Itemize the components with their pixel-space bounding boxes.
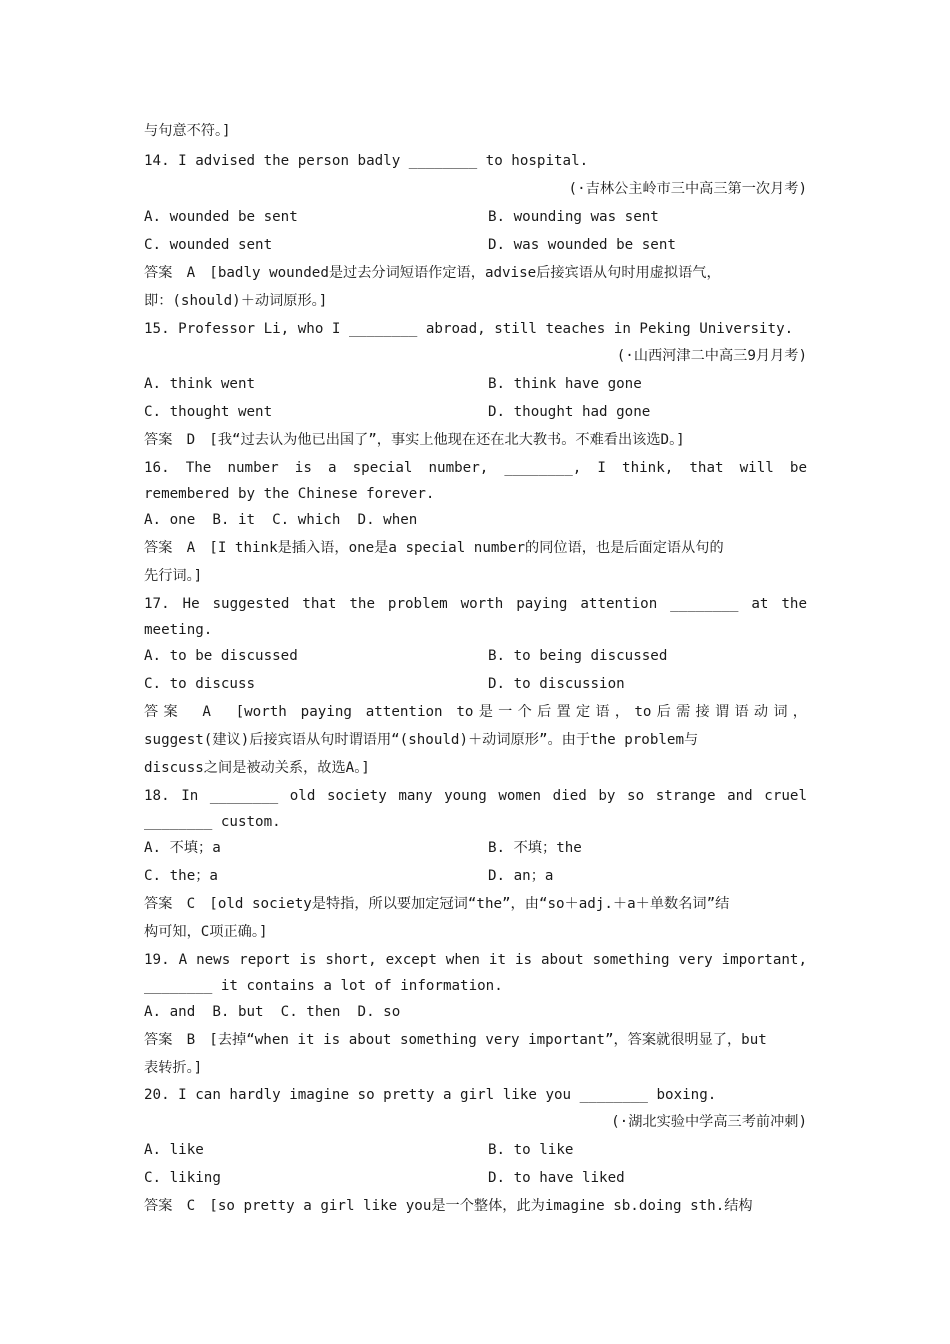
q19-stem-tail: it contains a lot of information. <box>212 978 503 994</box>
q15-option-a: A. think went <box>144 376 256 392</box>
q19-answer-line-1: 答案 B [去掉“when it is about something very important”，答案就很明显了，but <box>144 1032 767 1048</box>
q20-option-d: D. to have liked <box>488 1170 625 1186</box>
question-17-stem-line-2: meeting. <box>144 622 213 638</box>
q18-option-a: A. 不填；a <box>144 840 221 856</box>
q14-option-b: B. wounding was sent <box>488 209 659 225</box>
q17-option-b: B. to being discussed <box>488 648 668 664</box>
question-19-stem-line-1: 19. A news report is short, except when it is about something very important, <box>144 952 807 968</box>
question-14-source: (·吉林公主岭市三中高三第一次月考) <box>568 181 807 197</box>
q17-answer-line-1: 答案 A [worth paying attention to是一个后置定语，to后需接谓语动词， <box>144 704 807 720</box>
q15-option-d: D. thought had gone <box>488 404 651 420</box>
q14-option-c: C. wounded sent <box>144 237 273 253</box>
q15-option-b: B. think have gone <box>488 376 642 392</box>
q14-option-a: A. wounded be sent <box>144 209 298 225</box>
q15-stem-b: abroad, still teaches in Peking University. <box>417 321 794 337</box>
q17-option-c: C. to discuss <box>144 676 256 692</box>
question-14-stem <box>144 151 807 171</box>
q16-options: A. one B. it C. which D. when <box>144 512 418 528</box>
q19-options: A. and B. but C. then D. so <box>144 1004 401 1020</box>
q20-blank: ________ <box>579 1087 648 1103</box>
q14-stem-b: to hospital. <box>477 153 589 169</box>
q16-answer-line-1: 答案 A [I think是插入语，one是a special number的同位语，也是后面定语从句的 <box>144 540 724 556</box>
q14-stem-a: 14. I advised the person badly <box>144 153 409 169</box>
question-19-stem-line-2 <box>144 976 807 996</box>
q15-answer-line-1: 答案 D [我“过去认为他已出国了”，事实上他现在还在北大教书。不难看出该选D。] <box>144 432 685 448</box>
q18-option-d: D. an；a <box>488 868 554 884</box>
q18-blank: ________ <box>144 814 213 830</box>
question-16-stem-line-2: remembered by the Chinese forever. <box>144 486 435 502</box>
q14-option-d: D. was wounded be sent <box>488 237 676 253</box>
q18-option-b: B. 不填；the <box>488 840 582 856</box>
question-17-stem-line-1: 17. He suggested that the problem worth paying attention ________ at the <box>144 596 807 612</box>
question-20-stem <box>144 1085 807 1105</box>
intro-line: 与句意不符。] <box>144 123 231 139</box>
q18-stem-tail: custom. <box>212 814 281 830</box>
q18-answer-line-1: 答案 C [old society是特指，所以要加定冠词“the”，由“so＋adj.＋a＋单数名词”结 <box>144 896 730 912</box>
q17-option-a: A. to be discussed <box>144 648 298 664</box>
q17-answer-line-2: suggest(建议)后接宾语从句时谓语用“(should)＋动词原形”。由于the problem与 <box>144 732 699 748</box>
q14-answer-line-2: 即：(should)＋动词原形。] <box>144 293 328 309</box>
q18-option-c: C. the；a <box>144 868 218 884</box>
q20-option-c: C. liking <box>144 1170 221 1186</box>
q19-answer-line-2: 表转折。] <box>144 1060 203 1076</box>
question-18-stem-line-1: 18. In ________ old society many young women died by so strange and cruel <box>144 788 807 804</box>
q20-option-b: B. to like <box>488 1142 574 1158</box>
q19-blank: ________ <box>144 978 213 994</box>
question-15-stem <box>144 319 807 339</box>
q20-stem-a: 20. I can hardly imagine so pretty a girl like you <box>144 1087 580 1103</box>
q16-answer-line-2: 先行词。] <box>144 568 203 584</box>
question-15-source: (·山西河津二中高三9月月考) <box>616 348 807 364</box>
q20-answer-line-1: 答案 C [so pretty a girl like you是一个整体，此为imagine sb.doing sth.结构 <box>144 1198 753 1214</box>
question-16-stem-line-1: 16. The number is a special number, ________, I think, that will be <box>144 460 807 476</box>
q20-stem-b: boxing. <box>647 1087 717 1103</box>
q18-answer-line-2: 构可知，C项正确。] <box>144 924 268 940</box>
q14-answer-line-1: 答案 A [badly wounded是过去分词短语作定语，advise后接宾语从句时用虚拟语气， <box>144 265 721 281</box>
q17-option-d: D. to discussion <box>488 676 625 692</box>
q14-blank: ________ <box>408 153 478 169</box>
q20-option-a: A. like <box>144 1142 204 1158</box>
question-18-stem-line-2 <box>144 812 807 832</box>
q15-option-c: C. thought went <box>144 404 273 420</box>
question-20-source: (·湖北实验中学高三考前冲刺) <box>611 1114 807 1130</box>
q15-stem-a: 15. Professor Li, who I <box>144 321 349 337</box>
q15-blank: ________ <box>349 321 418 337</box>
q17-answer-line-3: discuss之间是被动关系，故选A。] <box>144 760 370 776</box>
